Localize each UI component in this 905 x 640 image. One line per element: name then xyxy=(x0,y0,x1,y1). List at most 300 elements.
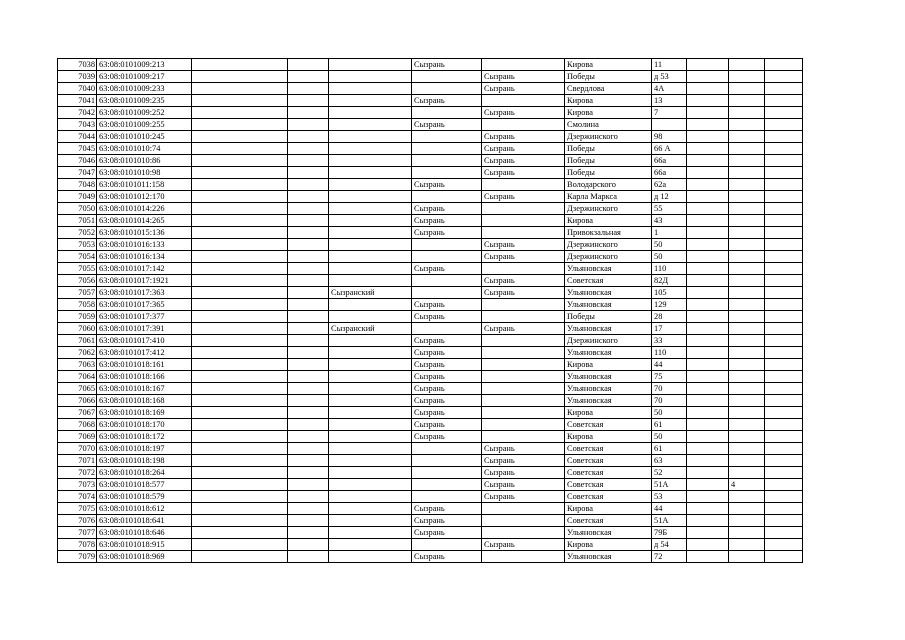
locality-cell: Сызрань xyxy=(482,275,565,287)
empty-cell xyxy=(765,59,803,71)
house-number-cell xyxy=(652,119,687,131)
empty-cell xyxy=(288,251,329,263)
city-cell: Сызрань xyxy=(412,203,482,215)
house-number-cell: 11 xyxy=(652,59,687,71)
district-cell xyxy=(329,167,412,179)
empty-cell xyxy=(192,263,288,275)
empty-cell xyxy=(192,287,288,299)
empty-cell xyxy=(765,239,803,251)
empty-cell xyxy=(288,455,329,467)
row-number-cell: 7050 xyxy=(58,203,97,215)
empty-cell xyxy=(288,155,329,167)
empty-cell xyxy=(288,443,329,455)
street-cell: Ульяновская xyxy=(565,527,652,539)
cadastral-number-cell: 63:08:0101018:197 xyxy=(97,443,192,455)
extra-cell xyxy=(729,107,765,119)
empty-cell xyxy=(288,323,329,335)
cadastral-number-cell: 63:08:0101017:412 xyxy=(97,347,192,359)
empty-cell xyxy=(192,395,288,407)
empty-cell xyxy=(288,383,329,395)
empty-cell xyxy=(765,191,803,203)
street-cell: Привокзальная xyxy=(565,227,652,239)
district-cell xyxy=(329,299,412,311)
table-row xyxy=(58,131,803,143)
street-cell: Смолина xyxy=(565,119,652,131)
district-cell xyxy=(329,467,412,479)
row-number-cell: 7068 xyxy=(58,419,97,431)
row-number-cell: 7051 xyxy=(58,215,97,227)
empty-cell xyxy=(288,143,329,155)
locality-cell xyxy=(482,383,565,395)
empty-cell xyxy=(288,299,329,311)
row-number-cell: 7057 xyxy=(58,287,97,299)
city-cell: Сызрань xyxy=(412,179,482,191)
table-row xyxy=(58,467,803,479)
cadastral-number-cell: 63:08:0101018:168 xyxy=(97,395,192,407)
row-number-cell: 7061 xyxy=(58,335,97,347)
city-cell xyxy=(412,71,482,83)
locality-cell: Сызрань xyxy=(482,167,565,179)
empty-cell xyxy=(765,71,803,83)
district-cell xyxy=(329,371,412,383)
district-cell xyxy=(329,107,412,119)
row-number-cell: 7066 xyxy=(58,395,97,407)
house-number-cell: 75 xyxy=(652,371,687,383)
extra-cell: 4 xyxy=(729,479,765,491)
extra-cell xyxy=(729,215,765,227)
city-cell: Сызрань xyxy=(412,119,482,131)
city-cell xyxy=(412,287,482,299)
empty-cell xyxy=(687,431,729,443)
house-number-cell: 110 xyxy=(652,263,687,275)
empty-cell xyxy=(288,371,329,383)
row-number-cell: 7048 xyxy=(58,179,97,191)
row-number-cell: 7074 xyxy=(58,491,97,503)
street-cell: Кирова xyxy=(565,59,652,71)
empty-cell xyxy=(192,539,288,551)
city-cell: Сызрань xyxy=(412,371,482,383)
empty-cell xyxy=(687,335,729,347)
extra-cell xyxy=(729,539,765,551)
city-cell: Сызрань xyxy=(412,527,482,539)
empty-cell xyxy=(687,395,729,407)
city-cell xyxy=(412,239,482,251)
table-row xyxy=(58,395,803,407)
house-number-cell: 79Б xyxy=(652,527,687,539)
cadastral-number-cell: 63:08:0101017:142 xyxy=(97,263,192,275)
city-cell xyxy=(412,491,482,503)
cadastral-number-cell: 63:08:0101018:612 xyxy=(97,503,192,515)
empty-cell xyxy=(192,251,288,263)
empty-cell xyxy=(192,143,288,155)
empty-cell xyxy=(687,371,729,383)
empty-cell xyxy=(192,155,288,167)
house-number-cell: д 53 xyxy=(652,71,687,83)
cadastral-number-cell: 63:08:0101010:98 xyxy=(97,167,192,179)
locality-cell: Сызрань xyxy=(482,155,565,167)
table-row xyxy=(58,263,803,275)
table-row xyxy=(58,203,803,215)
locality-cell xyxy=(482,59,565,71)
empty-cell xyxy=(765,143,803,155)
city-cell xyxy=(412,479,482,491)
cadastral-number-cell: 63:08:0101018:169 xyxy=(97,407,192,419)
empty-cell xyxy=(288,179,329,191)
extra-cell xyxy=(729,227,765,239)
house-number-cell: 7 xyxy=(652,107,687,119)
empty-cell xyxy=(288,311,329,323)
empty-cell xyxy=(687,491,729,503)
street-cell: Советская xyxy=(565,275,652,287)
street-cell: Кирова xyxy=(565,407,652,419)
empty-cell xyxy=(687,383,729,395)
row-number-cell: 7043 xyxy=(58,119,97,131)
locality-cell: Сызрань xyxy=(482,107,565,119)
house-number-cell: 82Д xyxy=(652,275,687,287)
empty-cell xyxy=(192,299,288,311)
row-number-cell: 7071 xyxy=(58,455,97,467)
empty-cell xyxy=(687,287,729,299)
house-number-cell: 51А xyxy=(652,515,687,527)
district-cell xyxy=(329,479,412,491)
table-row xyxy=(58,191,803,203)
house-number-cell: 55 xyxy=(652,203,687,215)
locality-cell xyxy=(482,215,565,227)
district-cell xyxy=(329,203,412,215)
row-number-cell: 7063 xyxy=(58,359,97,371)
empty-cell xyxy=(765,299,803,311)
city-cell xyxy=(412,83,482,95)
empty-cell xyxy=(192,83,288,95)
empty-cell xyxy=(765,287,803,299)
district-cell: Сызранский xyxy=(329,287,412,299)
district-cell xyxy=(329,179,412,191)
empty-cell xyxy=(288,527,329,539)
cadastral-number-cell: 63:08:0101018:577 xyxy=(97,479,192,491)
extra-cell xyxy=(729,239,765,251)
row-number-cell: 7055 xyxy=(58,263,97,275)
row-number-cell: 7042 xyxy=(58,107,97,119)
row-number-cell: 7064 xyxy=(58,371,97,383)
locality-cell xyxy=(482,263,565,275)
extra-cell xyxy=(729,347,765,359)
house-number-cell: д 54 xyxy=(652,539,687,551)
cadastral-number-cell: 63:08:0101017:1921 xyxy=(97,275,192,287)
street-cell: Советская xyxy=(565,515,652,527)
empty-cell xyxy=(687,107,729,119)
house-number-cell: 61 xyxy=(652,443,687,455)
table-row xyxy=(58,155,803,167)
extra-cell xyxy=(729,323,765,335)
district-cell xyxy=(329,275,412,287)
street-cell: Володарского xyxy=(565,179,652,191)
empty-cell xyxy=(687,95,729,107)
locality-cell: Сызрань xyxy=(482,143,565,155)
empty-cell xyxy=(687,251,729,263)
table-row xyxy=(58,431,803,443)
empty-cell xyxy=(192,131,288,143)
empty-cell xyxy=(288,395,329,407)
street-cell: Ульяновская xyxy=(565,371,652,383)
empty-cell xyxy=(192,407,288,419)
empty-cell xyxy=(765,503,803,515)
empty-cell xyxy=(288,83,329,95)
row-number-cell: 7069 xyxy=(58,431,97,443)
empty-cell xyxy=(687,59,729,71)
locality-cell: Сызрань xyxy=(482,443,565,455)
table-row xyxy=(58,143,803,155)
street-cell: Кирова xyxy=(565,107,652,119)
empty-cell xyxy=(765,155,803,167)
extra-cell xyxy=(729,431,765,443)
empty-cell xyxy=(687,323,729,335)
empty-cell xyxy=(192,239,288,251)
street-cell: Кирова xyxy=(565,215,652,227)
empty-cell xyxy=(288,203,329,215)
empty-cell xyxy=(192,419,288,431)
city-cell xyxy=(412,323,482,335)
extra-cell xyxy=(729,251,765,263)
table-row xyxy=(58,83,803,95)
empty-cell xyxy=(687,179,729,191)
table-row xyxy=(58,407,803,419)
extra-cell xyxy=(729,359,765,371)
house-number-cell: 1 xyxy=(652,227,687,239)
street-cell: Советская xyxy=(565,479,652,491)
row-number-cell: 7077 xyxy=(58,527,97,539)
table-row xyxy=(58,551,803,563)
district-cell xyxy=(329,359,412,371)
district-cell: Сызранский xyxy=(329,323,412,335)
locality-cell xyxy=(482,395,565,407)
house-number-cell: 105 xyxy=(652,287,687,299)
empty-cell xyxy=(192,215,288,227)
locality-cell: Сызрань xyxy=(482,71,565,83)
cadastral-number-cell: 63:08:0101009:252 xyxy=(97,107,192,119)
locality-cell xyxy=(482,179,565,191)
district-cell xyxy=(329,347,412,359)
extra-cell xyxy=(729,371,765,383)
city-cell: Сызрань xyxy=(412,263,482,275)
street-cell: Дзержинского xyxy=(565,203,652,215)
empty-cell xyxy=(765,203,803,215)
street-cell: Кирова xyxy=(565,503,652,515)
empty-cell xyxy=(687,83,729,95)
row-number-cell: 7039 xyxy=(58,71,97,83)
table-row xyxy=(58,311,803,323)
empty-cell xyxy=(192,347,288,359)
street-cell: Свердлова xyxy=(565,83,652,95)
cadastral-number-cell: 63:08:0101018:264 xyxy=(97,467,192,479)
empty-cell xyxy=(288,407,329,419)
street-cell: Дзержинского xyxy=(565,131,652,143)
locality-cell xyxy=(482,359,565,371)
empty-cell xyxy=(288,479,329,491)
district-cell xyxy=(329,251,412,263)
row-number-cell: 7062 xyxy=(58,347,97,359)
house-number-cell: 13 xyxy=(652,95,687,107)
empty-cell xyxy=(288,359,329,371)
street-cell: Кирова xyxy=(565,359,652,371)
district-cell xyxy=(329,59,412,71)
row-number-cell: 7052 xyxy=(58,227,97,239)
empty-cell xyxy=(765,359,803,371)
table-row xyxy=(58,215,803,227)
city-cell xyxy=(412,191,482,203)
table-row xyxy=(58,239,803,251)
street-cell: Ульяновская xyxy=(565,323,652,335)
city-cell xyxy=(412,143,482,155)
city-cell xyxy=(412,107,482,119)
row-number-cell: 7073 xyxy=(58,479,97,491)
empty-cell xyxy=(288,347,329,359)
district-cell xyxy=(329,491,412,503)
empty-cell xyxy=(765,131,803,143)
district-cell xyxy=(329,131,412,143)
city-cell xyxy=(412,251,482,263)
row-number-cell: 7049 xyxy=(58,191,97,203)
city-cell xyxy=(412,467,482,479)
district-cell xyxy=(329,515,412,527)
district-cell xyxy=(329,119,412,131)
locality-cell xyxy=(482,119,565,131)
locality-cell: Сызрань xyxy=(482,479,565,491)
row-number-cell: 7070 xyxy=(58,443,97,455)
empty-cell xyxy=(192,191,288,203)
empty-cell xyxy=(765,491,803,503)
street-cell: Победы xyxy=(565,155,652,167)
cadastral-number-cell: 63:08:0101018:166 xyxy=(97,371,192,383)
empty-cell xyxy=(192,59,288,71)
house-number-cell: 52 xyxy=(652,467,687,479)
locality-cell: Сызрань xyxy=(482,287,565,299)
table-row xyxy=(58,515,803,527)
empty-cell xyxy=(288,131,329,143)
empty-cell xyxy=(192,455,288,467)
cadastral-number-cell: 63:08:0101017:377 xyxy=(97,311,192,323)
extra-cell xyxy=(729,59,765,71)
cadastral-number-cell: 63:08:0101018:161 xyxy=(97,359,192,371)
locality-cell: Сызрань xyxy=(482,191,565,203)
row-number-cell: 7044 xyxy=(58,131,97,143)
locality-cell xyxy=(482,527,565,539)
empty-cell xyxy=(192,431,288,443)
extra-cell xyxy=(729,527,765,539)
cadastral-number-cell: 63:08:0101009:233 xyxy=(97,83,192,95)
empty-cell xyxy=(192,383,288,395)
district-cell xyxy=(329,263,412,275)
city-cell xyxy=(412,539,482,551)
empty-cell xyxy=(288,71,329,83)
empty-cell xyxy=(192,323,288,335)
cadastral-number-cell: 63:08:0101018:579 xyxy=(97,491,192,503)
table-row xyxy=(58,371,803,383)
cadastral-number-cell: 63:08:0101017:391 xyxy=(97,323,192,335)
cadastral-number-cell: 63:08:0101011:158 xyxy=(97,179,192,191)
empty-cell xyxy=(288,287,329,299)
empty-cell xyxy=(765,263,803,275)
cadastral-number-cell: 63:08:0101012:170 xyxy=(97,191,192,203)
empty-cell xyxy=(288,263,329,275)
house-number-cell: 66а xyxy=(652,155,687,167)
cadastral-number-cell: 63:08:0101018:170 xyxy=(97,419,192,431)
extra-cell xyxy=(729,95,765,107)
cadastral-number-cell: 63:08:0101017:410 xyxy=(97,335,192,347)
cadastral-number-cell: 63:08:0101009:217 xyxy=(97,71,192,83)
extra-cell xyxy=(729,455,765,467)
house-number-cell: д 12 xyxy=(652,191,687,203)
locality-cell: Сызрань xyxy=(482,251,565,263)
table-row xyxy=(58,479,803,491)
street-cell: Победы xyxy=(565,311,652,323)
city-cell: Сызрань xyxy=(412,419,482,431)
locality-cell: Сызрань xyxy=(482,539,565,551)
empty-cell xyxy=(687,515,729,527)
street-cell: Советская xyxy=(565,443,652,455)
empty-cell xyxy=(765,431,803,443)
city-cell: Сызрань xyxy=(412,503,482,515)
empty-cell xyxy=(288,215,329,227)
row-number-cell: 7056 xyxy=(58,275,97,287)
cadastral-number-cell: 63:08:0101018:915 xyxy=(97,539,192,551)
extra-cell xyxy=(729,263,765,275)
empty-cell xyxy=(765,395,803,407)
empty-cell xyxy=(687,71,729,83)
city-cell xyxy=(412,155,482,167)
empty-cell xyxy=(192,443,288,455)
empty-cell xyxy=(765,179,803,191)
table-row xyxy=(58,95,803,107)
house-number-cell: 53 xyxy=(652,491,687,503)
empty-cell xyxy=(765,407,803,419)
empty-cell xyxy=(687,155,729,167)
district-cell xyxy=(329,227,412,239)
empty-cell xyxy=(192,107,288,119)
empty-cell xyxy=(192,119,288,131)
empty-cell xyxy=(687,467,729,479)
row-number-cell: 7054 xyxy=(58,251,97,263)
table-row xyxy=(58,59,803,71)
extra-cell xyxy=(729,467,765,479)
empty-cell xyxy=(192,503,288,515)
district-cell xyxy=(329,83,412,95)
empty-cell xyxy=(288,419,329,431)
empty-cell xyxy=(765,119,803,131)
street-cell: Ульяновская xyxy=(565,347,652,359)
district-cell xyxy=(329,443,412,455)
empty-cell xyxy=(288,275,329,287)
locality-cell: Сызрань xyxy=(482,323,565,335)
table-row xyxy=(58,251,803,263)
empty-cell xyxy=(288,515,329,527)
house-number-cell: 50 xyxy=(652,239,687,251)
city-cell xyxy=(412,167,482,179)
empty-cell xyxy=(687,131,729,143)
locality-cell xyxy=(482,371,565,383)
district-cell xyxy=(329,407,412,419)
district-cell xyxy=(329,527,412,539)
city-cell: Сызрань xyxy=(412,311,482,323)
extra-cell xyxy=(729,551,765,563)
empty-cell xyxy=(765,467,803,479)
empty-cell xyxy=(765,275,803,287)
house-number-cell: 61 xyxy=(652,419,687,431)
row-number-cell: 7072 xyxy=(58,467,97,479)
extra-cell xyxy=(729,419,765,431)
locality-cell xyxy=(482,515,565,527)
city-cell xyxy=(412,131,482,143)
empty-cell xyxy=(765,419,803,431)
